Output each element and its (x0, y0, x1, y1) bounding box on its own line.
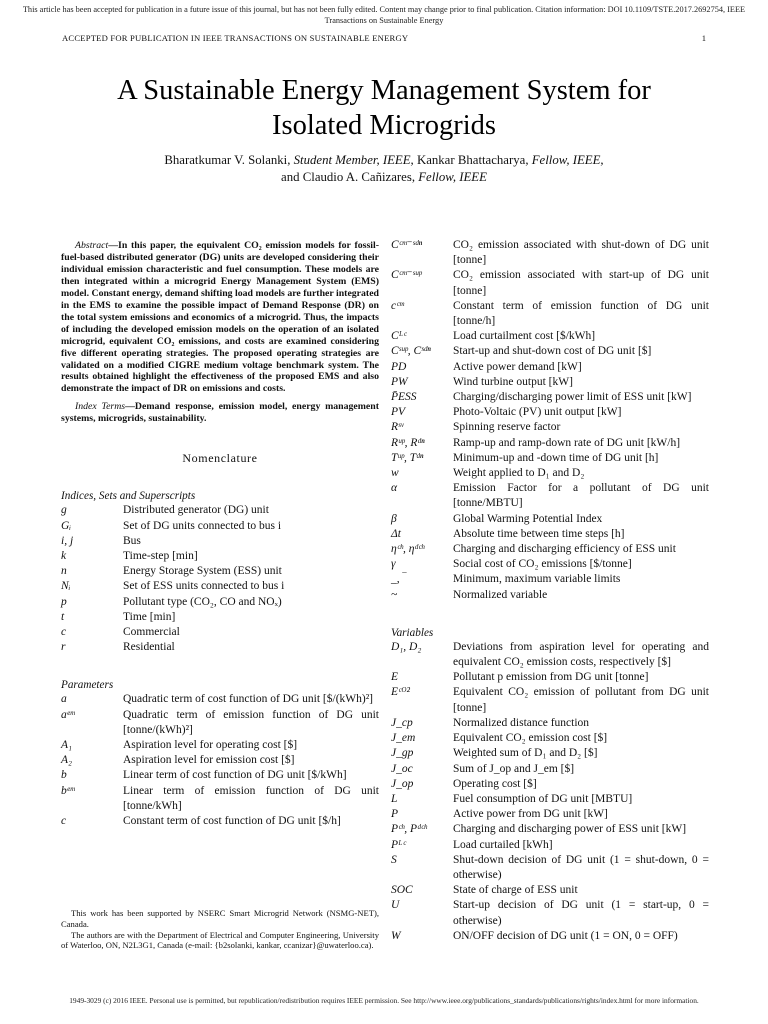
title-line-1: A Sustainable Energy Management System for (117, 75, 651, 106)
nomenclature-description: State of charge of ESS unit (453, 884, 578, 897)
nomenclature-entry (61, 519, 379, 534)
nomenclature-symbol: P̄ESS (391, 391, 417, 404)
author-line-1 (40, 152, 728, 169)
nomenclature-entry (61, 708, 379, 738)
nomenclature-entry (391, 557, 709, 572)
nomenclature-entry (61, 625, 379, 640)
nomenclature-symbol: Eᶜᴼ² (391, 686, 410, 699)
nomenclature-entry (391, 898, 709, 928)
nomenclature-description: Start-up and shut-down cost of DG unit [$] (453, 345, 652, 358)
nomenclature-symbol: W (391, 929, 401, 942)
nomenclature-description: Aspiration level for emission cost [$] (123, 754, 295, 767)
nomenclature-entry (391, 344, 709, 359)
author-list (40, 152, 728, 186)
nomenclature-description: Pollutant type (CO₂, CO and NOₓ) (123, 595, 282, 608)
paper-title (40, 73, 728, 143)
nomenclature-heading: Nomenclature (182, 451, 258, 466)
nomenclature-symbol: PW (391, 375, 408, 388)
nomenclature-description: Linear term of cost function of DG unit [$/kWh] (123, 769, 347, 782)
nomenclature-description: Deviations from aspiration level for operating and equivalent CO₂ emission costs, respectively [$] (453, 640, 709, 669)
nomenclature-symbol: b (61, 769, 67, 782)
nomenclature-symbol: c (61, 625, 67, 638)
nomenclature-symbol: P (391, 808, 399, 821)
nomenclature-symbol: Gᵢ (61, 519, 72, 532)
nomenclature-symbol: aᵉᵐ (61, 708, 75, 721)
nomenclature-entry (61, 753, 379, 768)
nomenclature-description: Charging and discharging efficiency of ESS unit (453, 543, 676, 556)
nomenclature-description: Operating cost [$] (453, 777, 537, 790)
nomenclature-entry (391, 299, 709, 329)
nomenclature-entry (391, 466, 709, 481)
nomenclature-symbol: _, ‾ (391, 573, 407, 586)
nomenclature-description: ON/OFF decision of DG unit (1 = ON, 0 = OFF) (453, 929, 678, 942)
author-2: Kankar Bhattacharya, (416, 153, 529, 167)
nomenclature-symbol: L (391, 792, 398, 805)
nomenclature-entry (61, 640, 379, 655)
nomenclature-entry (391, 838, 709, 853)
nomenclature-entry (61, 814, 379, 829)
preprint-notice: This article has been accepted for publication in a future issue of this journal, but has not been fully edited. Content may change prior to final publication. Citation information: DOI 10.1109/TSTE.2017.2692754, IEEE Transactions on Sustainable Energy (22, 5, 746, 25)
nomenclature-symbol: t (61, 610, 65, 623)
nomenclature-entry (391, 731, 709, 746)
nomenclature-description: Time-step [min] (123, 549, 198, 562)
nomenclature-entry (391, 746, 709, 761)
nomenclature-description: Global Warming Potential Index (453, 512, 603, 525)
nomenclature-symbol: Δt (391, 527, 401, 540)
nomenclature-symbol: n (61, 565, 67, 578)
nomenclature-entry (391, 436, 709, 451)
nomenclature-symbol: ηᶜʰ, ηᵈᶜʰ (391, 543, 425, 556)
nomenclature-symbol: Nᵢ (61, 580, 71, 593)
nomenclature-symbol: Cˢᵘᵖ, Cˢᵈⁿ (391, 345, 431, 358)
nomenclature-symbol: w (391, 467, 399, 480)
nomenclature-entry (391, 716, 709, 731)
footnote-affiliation: The authors are with the Department of Electrical and Computer Engineering, University of Waterloo, ON, N2L3G1, Canada (e-mail: {b2solanki, kankar, ccanizar}@uwaterloo.ca). (61, 929, 379, 951)
nomenclature-description: Charging/discharging power limit of ESS unit [kW] (453, 391, 692, 404)
nomenclature-entry (391, 670, 709, 685)
nomenclature-description: Set of DG units connected to bus i (123, 519, 282, 532)
nomenclature-description: Aspiration level for operating cost [$] (123, 738, 298, 751)
nomenclature-description: Normalized variable (453, 588, 548, 601)
nomenclature-entry (391, 542, 709, 557)
footnote (61, 908, 379, 951)
nomenclature-symbol: U (391, 899, 400, 912)
nomenclature-description: Ramp-up and ramp-down rate of DG unit [kW/h] (453, 436, 681, 449)
nomenclature-entry (391, 360, 709, 375)
nomenclature-description: Constant term of cost function of DG unit [$/h] (123, 814, 341, 827)
author-1: Bharatkumar V. Solanki, (164, 153, 291, 167)
author-3-role: Fellow, IEEE (418, 170, 487, 184)
nomenclature-entry (391, 238, 709, 268)
footnote-funding: This work has been supported by NSERC Smart Microgrid Network (NSMG-NET), Canada. (61, 908, 379, 929)
nomenclature-symbol: Rˢᵛ (391, 421, 404, 434)
nomenclature-symbol: Pᶜʰ, Pᵈᶜʰ (391, 823, 427, 836)
nomenclature-entry (391, 822, 709, 837)
nomenclature-description: Linear term of emission function of DG unit [tonne/kWh] (123, 784, 379, 812)
nomenclature-symbol: c (61, 814, 67, 827)
nomenclature-entry (391, 883, 709, 898)
nomenclature-entry (61, 503, 379, 518)
nomenclature-entry (61, 564, 379, 579)
nomenclature-symbol: Cᶜᵐ⁻ˢᵈⁿ (391, 239, 423, 251)
author-3: and Claudio A. Cañizares, (281, 170, 416, 184)
parameters-list (61, 692, 379, 829)
nomenclature-description: Pollutant p emission from DG unit [tonne] (453, 671, 649, 684)
nomenclature-description: Absolute time between time steps [h] (453, 527, 625, 540)
nomenclature-description: Quadratic term of emission function of DG unit [tonne/(kWh)²] (123, 708, 379, 736)
nomenclature-description: Equivalent CO₂ emission of pollutant from DG unit [tonne] (453, 686, 709, 714)
index-terms-label: Index Terms (75, 401, 126, 413)
nomenclature-symbol: Cᴸᶜ (391, 330, 407, 343)
nomenclature-symbol: PV (391, 406, 406, 419)
nomenclature-entry (391, 527, 709, 542)
nomenclature-description: Time [min] (123, 610, 176, 623)
nomenclature-description: Photo-Voltaic (PV) unit output [kW] (453, 406, 622, 419)
nomenclature-symbol: γ (391, 558, 396, 571)
nomenclature-entry (391, 762, 709, 777)
nomenclature-description: Weight applied to D₁ and D₂ (453, 467, 585, 480)
nomenclature-symbol: Pᴸᶜ (391, 838, 406, 851)
nomenclature-entry (61, 579, 379, 594)
nomenclature-symbol: bᵉᵐ (61, 784, 75, 797)
nomenclature-symbol: ~ (391, 588, 398, 601)
nomenclature-symbol: PD (391, 360, 407, 373)
nomenclature-description: Wind turbine output [kW] (453, 375, 573, 388)
nomenclature-symbol: cᶜᵐ (391, 299, 404, 312)
nomenclature-symbol: r (61, 641, 66, 654)
nomenclature-entry (61, 784, 379, 814)
abstract (61, 240, 379, 395)
nomenclature-entry (391, 929, 709, 944)
nomenclature-entry (391, 807, 709, 822)
nomenclature-symbol: Tᵘᵖ, Tᵈⁿ (391, 451, 424, 464)
parameters-heading: Parameters (61, 679, 114, 692)
nomenclature-entry (61, 534, 379, 549)
nomenclature-entry (61, 738, 379, 753)
nomenclature-description: Equivalent CO₂ emission cost [$] (453, 732, 608, 745)
nomenclature-description: Load curtailed [kWh] (453, 838, 553, 851)
nomenclature-description: Minimum, maximum variable limits (453, 573, 621, 586)
nomenclature-description: Social cost of CO₂ emissions [$/tonne] (453, 558, 632, 571)
nomenclature-entry (391, 420, 709, 435)
nomenclature-entry (391, 390, 709, 405)
nomenclature-description: Minimum-up and -down time of DG unit [h] (453, 451, 659, 464)
abstract-text: —In this paper, the equivalent CO₂ emission models for fossil-fuel-based distributed generator (DG) units are developed considering their individual emission characteristic and fuel consumption. These models are then integrated within a microgrid Energy Management System (EMS) model. Constant energy, demand shifting load models are further integrated in the EMS to examine the possible impact of Demand Response (DR) on the total system emissions and economics of a microgrid. Thus, the impacts of including the developed emission models on the operation of an isolated microgrid, equivalent CO₂ emissions, and costs are examined considering five different operating strategies. The proposed operating strategies are validated on a modified CIGRE medium voltage benchmark system. The results obtained highlight the effectiveness of the proposed EMS and also demonstrate the impact of DR on emissions and costs. (61, 240, 379, 395)
nomenclature-description: Spinning reserve factor (453, 421, 561, 434)
nomenclature-description: Residential (123, 641, 175, 654)
nomenclature-symbol: J_cp (391, 716, 413, 729)
nomenclature-description: Weighted sum of D₁ and D₂ [$] (453, 747, 598, 760)
nomenclature-symbol: g (61, 504, 67, 517)
nomenclature-description: Bus (123, 534, 141, 547)
nomenclature-symbol: p (61, 595, 67, 608)
nomenclature-symbol: E (391, 671, 399, 684)
right-column (391, 238, 709, 944)
nomenclature-symbol: S (391, 853, 397, 866)
nomenclature-description: Active power from DG unit [kW] (453, 808, 608, 821)
nomenclature-symbol: k (61, 549, 67, 562)
nomenclature-entry (391, 512, 709, 527)
nomenclature-symbol: A₁ (61, 738, 73, 751)
nomenclature-entry (391, 329, 709, 344)
nomenclature-entry (61, 549, 379, 564)
nomenclature-description: CO₂ emission associated with start-up of DG unit [tonne] (453, 269, 709, 297)
nomenclature-entry (391, 777, 709, 792)
nomenclature-entry (391, 405, 709, 420)
nomenclature-description: Shut-down decision of DG unit (1 = shut-down, 0 = otherwise) (453, 853, 709, 881)
nomenclature-entry (391, 268, 709, 298)
nomenclature-symbol: β (391, 512, 397, 525)
variables-list (391, 640, 709, 944)
title-line-2: Isolated Microgrids (272, 110, 496, 141)
nomenclature-description: Constant term of emission function of DG unit [tonne/h] (453, 299, 709, 328)
nomenclature-entry (61, 692, 379, 707)
parameters-list-continued (391, 238, 709, 603)
copyright-footer: 1949-3029 (c) 2016 IEEE. Personal use is permitted, but republication/redistribution requires IEEE permission. See http://www.ieee.org/publications_standards/publications/rights/index.html for more information. (69, 996, 699, 1005)
nomenclature-symbol: i, j (61, 534, 74, 547)
indices-heading: Indices, Sets and Superscripts (61, 490, 196, 503)
nomenclature-description: Sum of J_op and J_em [$] (453, 762, 575, 775)
running-head: ACCEPTED FOR PUBLICATION IN IEEE TRANSACTIONS ON SUSTAINABLE ENERGY (62, 33, 409, 43)
nomenclature-entry (61, 610, 379, 625)
variables-heading: Variables (391, 626, 434, 639)
page-number: 1 (701, 33, 706, 43)
nomenclature-symbol: J_oc (391, 762, 413, 775)
nomenclature-description: Load curtailment cost [$/kWh] (453, 330, 596, 343)
index-terms-text: —Demand response, emission model, energy management systems, microgrids, sustainability. (61, 401, 379, 425)
nomenclature-entry (391, 481, 709, 511)
nomenclature-description: Normalized distance function (453, 716, 590, 729)
nomenclature-entry (391, 375, 709, 390)
abstract-label: Abstract (75, 240, 109, 251)
nomenclature-description: Set of ESS units connected to bus i (123, 580, 285, 593)
nomenclature-symbol: a (61, 693, 67, 706)
nomenclature-symbol: A₂ (61, 754, 73, 767)
nomenclature-symbol: α (391, 482, 398, 495)
nomenclature-entry (61, 768, 379, 783)
nomenclature-symbol: Cᶜᵐ⁻ˢᵘᵖ (391, 269, 422, 282)
nomenclature-symbol: J_em (391, 732, 416, 745)
nomenclature-symbol: J_op (391, 777, 414, 790)
nomenclature-description: Emission Factor for a pollutant of DG unit [tonne/MBTU] (453, 482, 709, 510)
nomenclature-entry (391, 572, 709, 587)
nomenclature-description: Quadratic term of cost function of DG unit [$/(kWh)²] (123, 693, 373, 706)
nomenclature-description: Charging and discharging power of ESS unit [kW] (453, 823, 687, 836)
author-2-role: Fellow, IEEE, (531, 153, 604, 167)
nomenclature-description: Energy Storage System (ESS) unit (123, 565, 282, 578)
nomenclature-entry (61, 595, 379, 610)
nomenclature-description: Active power demand [kW] (453, 360, 582, 373)
nomenclature-description: CO₂ emission associated with shut-down of DG unit [tonne] (453, 239, 709, 267)
nomenclature-description: Commercial (123, 625, 180, 638)
indices-list (61, 503, 379, 655)
nomenclature-symbol: J_gp (391, 747, 414, 760)
nomenclature-entry (391, 792, 709, 807)
nomenclature-entry (391, 451, 709, 466)
nomenclature-description: Start-up decision of DG unit (1 = start-up, 0 = otherwise) (453, 899, 709, 927)
index-terms (61, 401, 379, 425)
nomenclature-symbol: Rᵘᵖ, Rᵈⁿ (391, 436, 425, 449)
nomenclature-symbol: SOC (391, 884, 413, 897)
left-column (61, 240, 379, 829)
nomenclature-entry (391, 588, 709, 603)
author-1-role: Student Member, IEEE, (293, 153, 414, 167)
nomenclature-symbol: D₁, D₂ (391, 640, 422, 653)
author-line-2 (40, 169, 728, 186)
nomenclature-entry (391, 685, 709, 715)
nomenclature-description: Distributed generator (DG) unit (123, 504, 269, 517)
nomenclature-entry (391, 853, 709, 883)
nomenclature-entry (391, 640, 709, 670)
nomenclature-description: Fuel consumption of DG unit [MBTU] (453, 792, 633, 805)
